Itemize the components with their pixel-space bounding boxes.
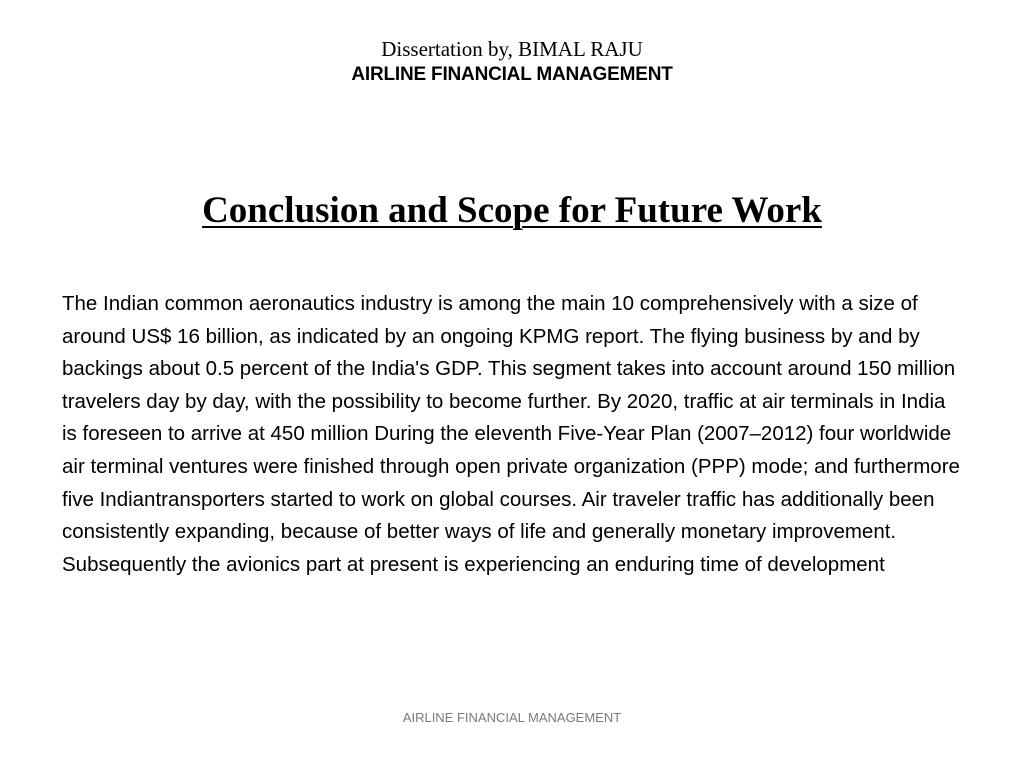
slide-title-text: Conclusion and Scope for Future Work [202, 190, 822, 231]
slide-header [0, 36, 1024, 88]
author-line: Dissertation by, BIMAL RAJU [381, 37, 643, 61]
subject-line: AIRLINE FINANCIAL MANAGEMENT [351, 64, 673, 85]
body-paragraph: The Indian common aeronautics industry is among the main 10 comprehensively with a size of around US$ 16 billion, as indicated by an ongoing KPMG report. The flying business by and by backings about 0.5 percent of the India's GDP. This segment takes into account around 150 million travelers day by day, with the possibility to become further. By 2020, traffic at air terminals in India is foreseen to arrive at 450 million During the eleventh Five-Year Plan (2007–2012) four worldwide air terminal ventures were finished through open private organization (PPP) mode; and furthermore five Indiantransporters started to work on global courses. Air traveler traffic has additionally been consistently expanding, because of better ways of life and generally monetary improvement. Subsequently the avionics part at present is experiencing an enduring time of development [62, 292, 960, 576]
slide-footer: AIRLINE FINANCIAL MANAGEMENT [402, 710, 622, 725]
slide-title [0, 188, 1024, 234]
